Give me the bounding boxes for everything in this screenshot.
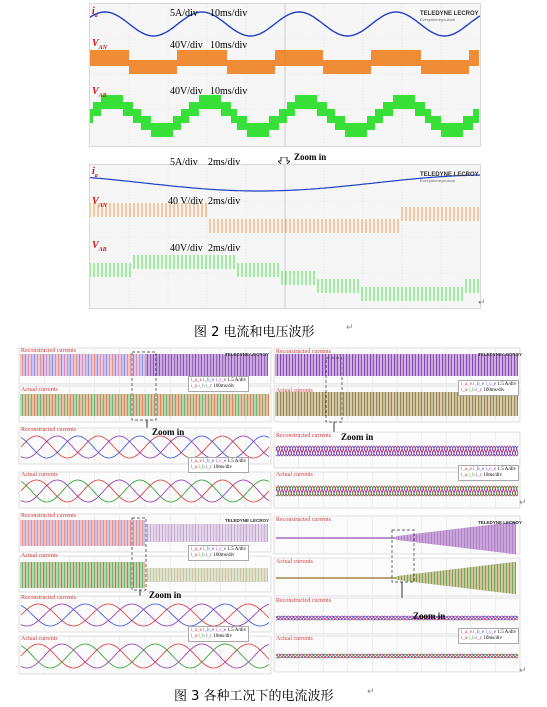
fig2-bottom-ch1-scale: 5A/div <box>170 157 198 168</box>
fig3-d-zoom-label: Zoom in <box>413 611 446 621</box>
fig3-b-actual-zoom-label: Actual currents <box>276 472 313 478</box>
fig3-a-recon-zoom-label: Reconstructed currents <box>21 427 77 433</box>
fig3-caption: 图 3 各种工况下的电流波形 <box>174 689 334 704</box>
fig3-d-actual-label: Actual currents <box>276 559 313 565</box>
fig2-bottom-ch2-time: 2ms/div <box>208 196 241 207</box>
fig3-logo: TELEDYNE LECROY <box>478 520 523 525</box>
fig2-top-waveforms <box>90 4 480 146</box>
fig2-bottom-ch1-symbol: $i_a$ <box>92 166 98 179</box>
fig3-c-zoom-legend: i_a_e i_b_e i_c_e 1.5 A/div i_a i_b i_c 10ms/div <box>188 626 249 642</box>
fig2-bottom-ch2-symbol: $V_{AN}$ <box>92 196 108 209</box>
fig2-top-logo: TELEDYNE LECROY Everywhereyoulook <box>420 11 479 22</box>
fig3-c-zoom-label: Zoom in <box>149 590 182 600</box>
paragraph-mark-icon: ↵ <box>519 666 527 676</box>
fig3-a-actual-zoom-label: Actual currents <box>21 472 58 478</box>
fig2-zoom-label: Zoom in <box>294 152 327 162</box>
paragraph-mark-icon: ↵ <box>346 323 354 333</box>
fig2-bottom-logo: TELEDYNE LECROY Everywhereyoulook <box>420 172 479 183</box>
fig2-bottom-waveforms <box>90 165 480 308</box>
fig3-d-actual-zoom-label: Actual currents <box>276 636 313 642</box>
fig2-bottom-ch3-time: 2ms/div <box>208 243 241 254</box>
fig3-d-zoom-legend: i_a_e i_b_e i_c_e 1.5 A/div i_a i_b i_c 10ms/div <box>458 628 519 644</box>
paragraph-mark-icon: ↵ <box>478 298 486 308</box>
fig2-top-ch1-time: 10ms/div <box>210 8 248 19</box>
paragraph-mark-icon: ↵ <box>367 687 375 697</box>
fig3-logo: TELEDYNE LECROY <box>225 518 270 523</box>
fig3-b-actual-label: Actual currents <box>276 388 313 394</box>
fig2-top-ch2-scale: 40V/div <box>170 40 203 51</box>
fig3-b-legend: i_a_e i_b_e i_c_e 1.5 A/div i_a i_b i_c 100ms/div <box>458 380 519 396</box>
fig2-top-ch3-symbol: $V_{AB}$ <box>92 86 107 99</box>
fig2-top-ch2-symbol: $V_{AN}$ <box>92 38 108 51</box>
fig3-d-recon-label: Reconstructed currents <box>276 517 332 523</box>
fig3-b-zoom-legend: i_a_e i_b_e i_c_e 1.5 A/div i_a i_b i_c 10ms/div <box>458 465 519 481</box>
fig3-a-zoom-label: Zoom in <box>152 427 185 437</box>
fig2-bottom-ch1-time: 2ms/div <box>208 157 241 168</box>
fig2-bottom-ch2-scale: 40 V/div <box>168 196 204 207</box>
fig3-b-zoom-label: Zoom in <box>341 432 374 442</box>
fig3-b-recon-zoom-label: Reconstructed currents <box>276 433 332 439</box>
fig3-c-actual-label: Actual currents <box>21 553 58 559</box>
fig2-scope-top <box>89 3 481 147</box>
fig3-logo: TELEDYNE LECROY <box>478 352 523 357</box>
fig3-a-recon-label: Reconstructed currents <box>21 348 77 354</box>
fig2-caption: 图 2 电流和电压波形 <box>194 325 315 340</box>
fig3-a-actual-label: Actual currents <box>21 387 58 393</box>
fig3-c-legend: i_a_e i_b_e i_c_e 1.5 A/div i_a i_b i_c 100ms/div <box>188 545 249 561</box>
fig3-logo: TELEDYNE LECROY <box>225 352 270 357</box>
fig2-top-ch3-time: 10ms/div <box>210 86 248 97</box>
fig3-d-recon-zoom-label: Reconstructed currents <box>276 598 332 604</box>
fig3-a-zoom-legend: i_a_e i_b_e i_c_e 1.5 A/div i_a i_b i_c 10ms/div <box>188 457 249 473</box>
fig3-c-actual-zoom-label: Actual currents <box>21 636 58 642</box>
fig2-top-ch1-scale: 5A/div <box>170 8 198 19</box>
fig2-bottom-ch3-scale: 40V/div <box>170 243 203 254</box>
fig2-bottom-ch3-symbol: $V_{AB}$ <box>92 240 107 253</box>
fig3-c-recon-label: Reconstructed currents <box>21 513 77 519</box>
fig2-top-ch1-symbol: $i_a$ <box>92 6 98 19</box>
paragraph-mark-icon: ↵ <box>519 498 527 508</box>
fig2-scope-bottom <box>89 164 481 309</box>
fig3-c-recon-zoom-label: Reconstructed currents <box>21 595 77 601</box>
fig3-b-recon-label: Reconstructed currents <box>276 349 332 355</box>
fig3-a-legend: i_a_e i_b_e i_c_e 1.5 A/div i_a i_b i_c 100ms/div <box>188 376 249 392</box>
fig2-top-ch2-time: 10ms/div <box>210 40 248 51</box>
fig2-top-ch3-scale: 40V/div <box>170 86 203 97</box>
